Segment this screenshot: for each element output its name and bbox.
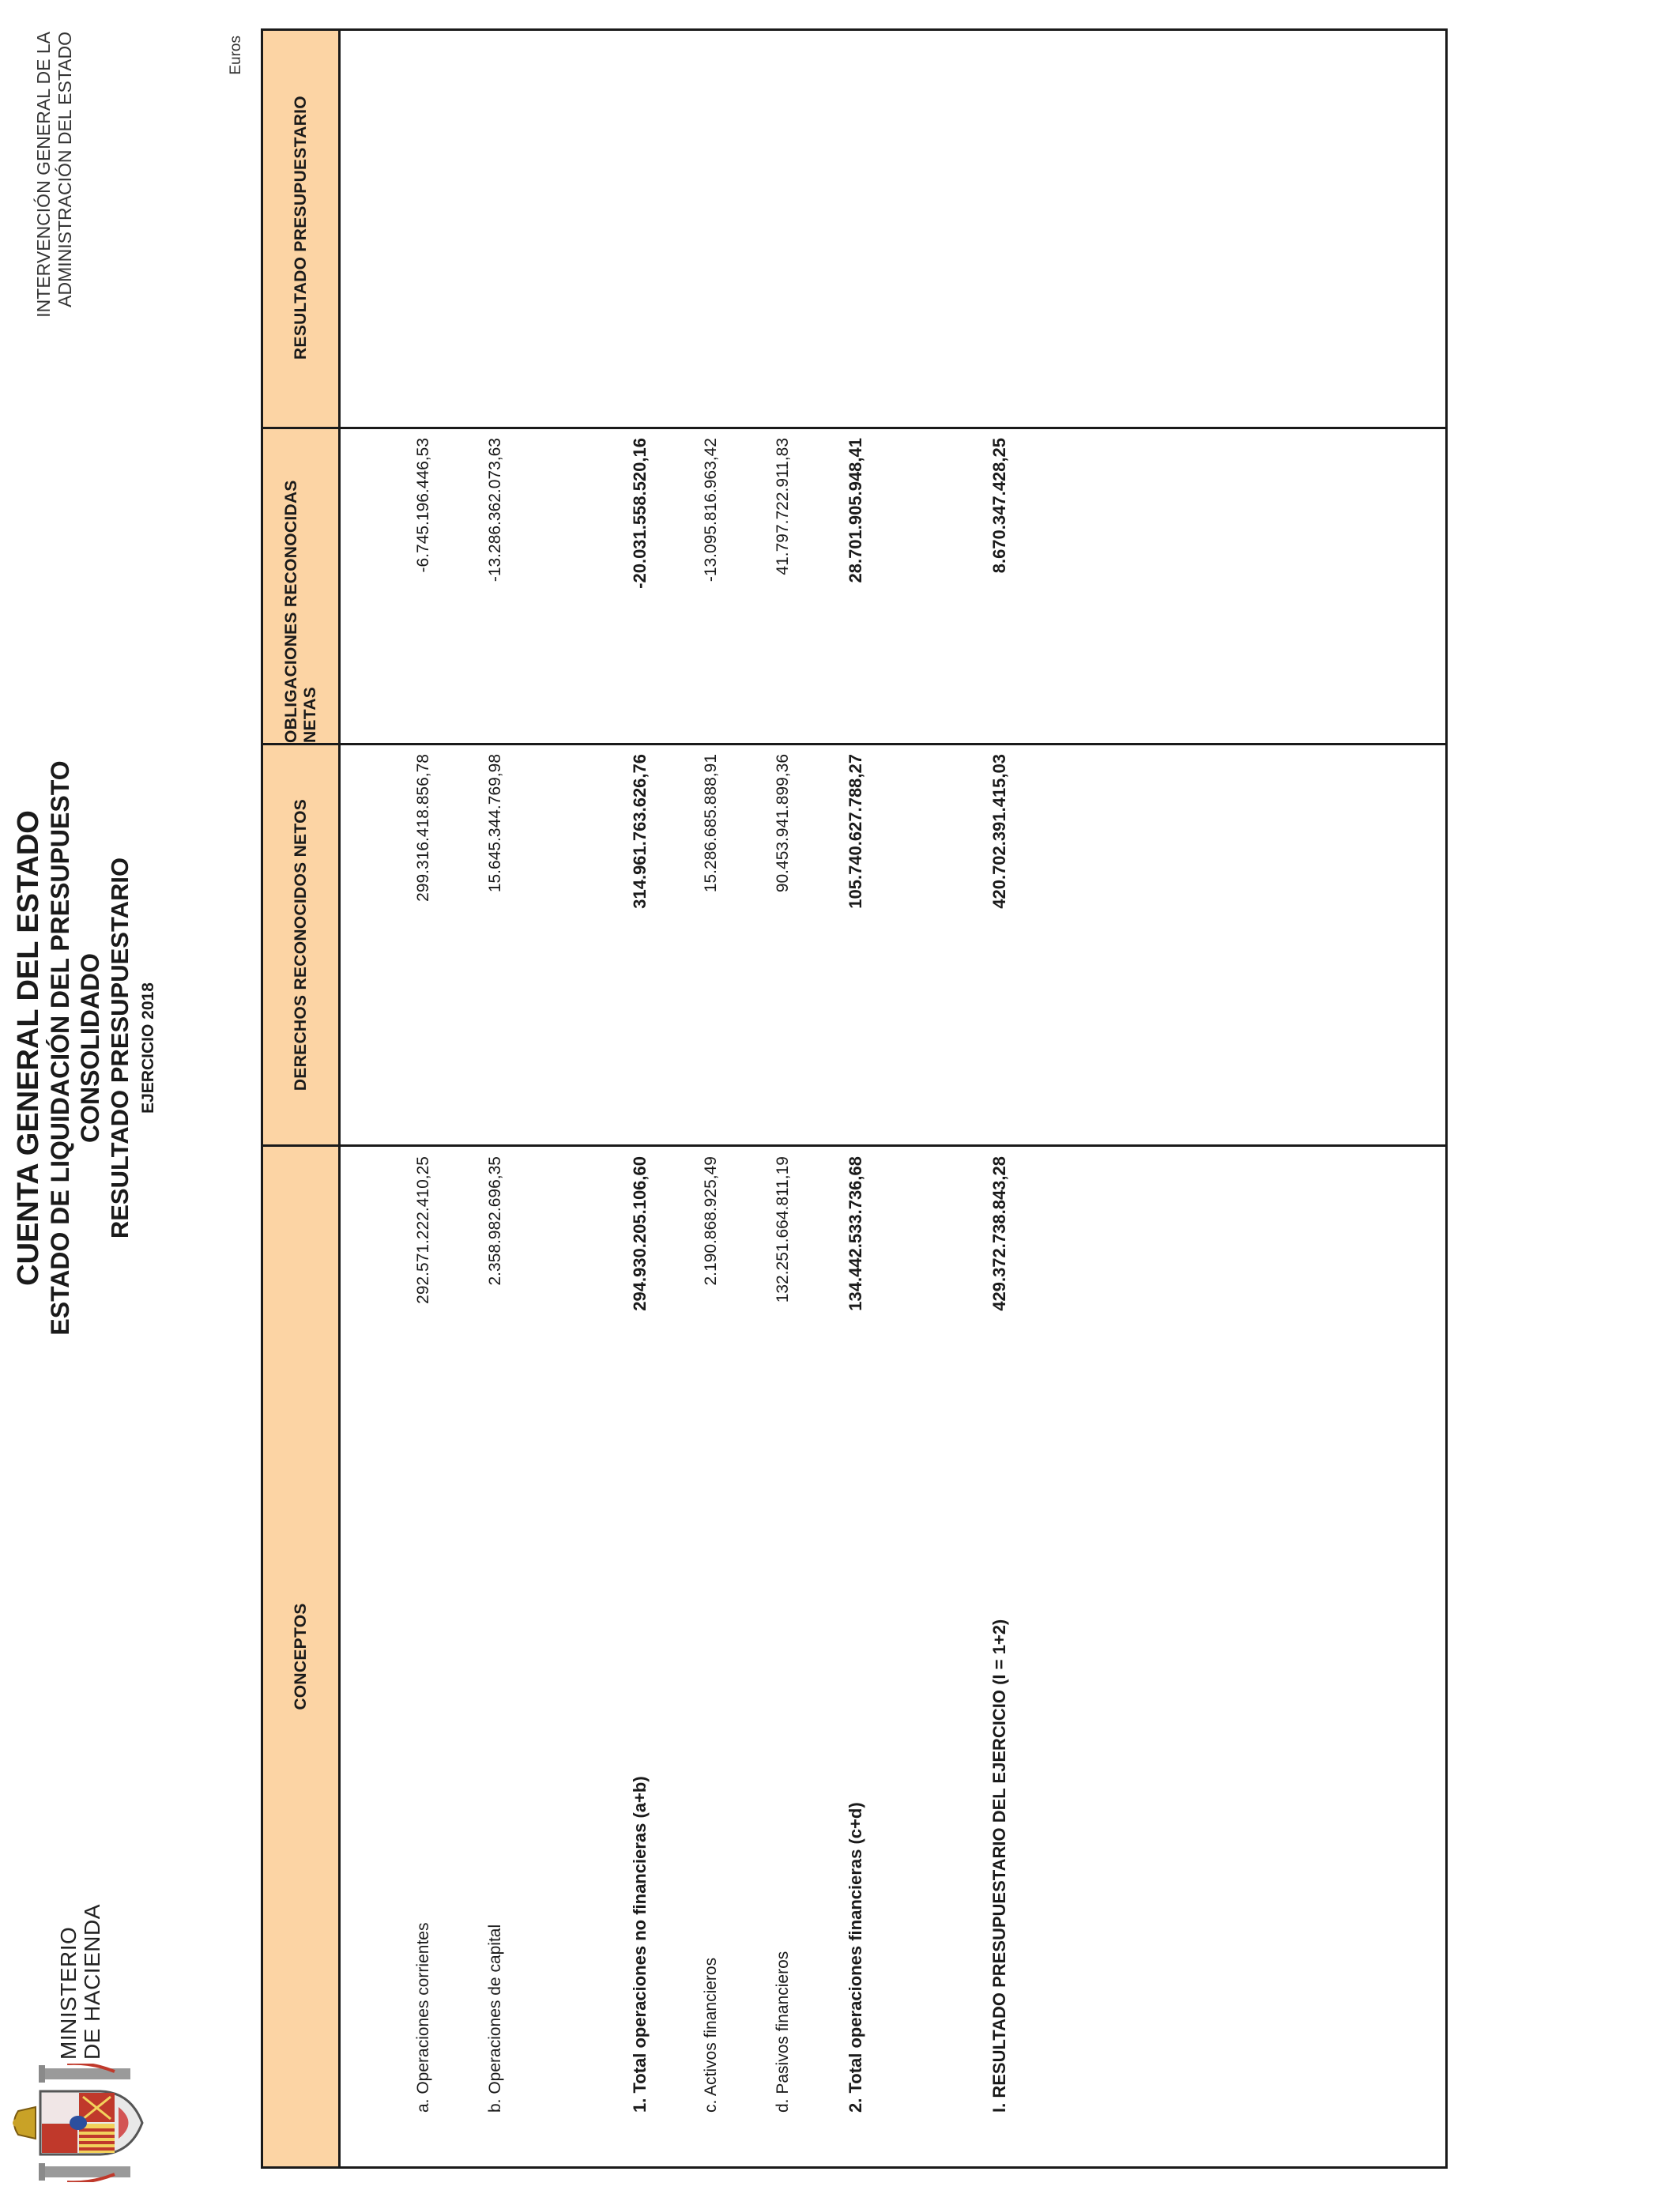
column-header-derechos: DERECHOS RECONOCIDOS NETOS bbox=[291, 798, 310, 1091]
column-header-conceptos: CONCEPTOS bbox=[291, 1603, 310, 1710]
row-resultado: -13.095.816.963,42 bbox=[702, 438, 720, 582]
igae-line1: INTERVENCIÓN GENERAL DE LA bbox=[33, 32, 54, 318]
table-row bbox=[769, 31, 800, 2166]
row-resultado: -13.286.362.073,63 bbox=[486, 438, 504, 582]
row-derechos: 2.190.868.925,49 bbox=[702, 1156, 720, 1286]
row-concept: b. Operaciones de capital bbox=[486, 1924, 504, 2113]
section-title: RESULTADO PRESUPUESTARIO bbox=[106, 857, 134, 1239]
table-row bbox=[409, 31, 441, 2166]
row-concept: I. RESULTADO PRESUPUESTARIO DEL EJERCICIO (I = 1+2) bbox=[989, 1619, 1009, 2113]
ministry-line2: DE HACIENDA bbox=[80, 1904, 104, 2060]
coat-of-arms-icon bbox=[12, 2064, 150, 2182]
row-resultado: -6.745.196.446,53 bbox=[414, 438, 432, 573]
title-block bbox=[12, 692, 160, 1404]
row-derechos: 134.442.533.736,68 bbox=[846, 1156, 865, 1311]
row-obligaciones: 15.645.344.769,98 bbox=[486, 754, 504, 893]
results-table bbox=[261, 28, 1448, 2169]
ministry-line1: MINISTERIO bbox=[56, 1926, 81, 2060]
fiscal-year: EJERCICIO 2018 bbox=[139, 982, 157, 1114]
igae-line2: ADMINISTRACIÓN DEL ESTADO bbox=[55, 32, 75, 307]
row-derechos: 132.251.664.811,19 bbox=[774, 1156, 792, 1303]
row-derechos: 429.372.738.843,28 bbox=[989, 1156, 1009, 1311]
row-obligaciones: 420.702.391.415,03 bbox=[989, 754, 1009, 909]
table-row-total bbox=[841, 31, 872, 2166]
row-obligaciones: 299.316.418.856,78 bbox=[414, 754, 432, 902]
row-concept: 2. Total operaciones financieras (c+d) bbox=[846, 1802, 865, 2113]
ministry-label bbox=[57, 1902, 104, 2060]
page-title: CUENTA GENERAL DEL ESTADO bbox=[12, 810, 45, 1286]
table-row-total bbox=[625, 31, 657, 2166]
column-header-obligaciones: OBLIGACIONES RECONOCIDAS NETAS bbox=[281, 480, 319, 743]
row-concept: 1. Total operaciones no financieras (a+b) bbox=[630, 1776, 650, 2113]
row-resultado: 41.797.722.911,83 bbox=[774, 438, 792, 575]
igae-label bbox=[33, 32, 76, 318]
row-obligaciones: 15.286.685.888,91 bbox=[702, 754, 720, 893]
row-resultado: 8.670.347.428,25 bbox=[989, 438, 1009, 574]
row-concept: c. Activos financieros bbox=[702, 1957, 720, 2113]
row-derechos: 292.571.222.410,25 bbox=[414, 1156, 432, 1304]
row-resultado: 28.701.905.948,41 bbox=[846, 438, 865, 583]
table-row bbox=[697, 31, 729, 2166]
page-subtitle: ESTADO DE LIQUIDACIÓN DEL PRESUPUESTO CONSOLIDADO bbox=[46, 760, 104, 1336]
row-obligaciones: 90.453.941.899,36 bbox=[774, 754, 792, 893]
row-concept: a. Operaciones corrientes bbox=[414, 1922, 432, 2113]
row-concept: d. Pasivos financieros bbox=[774, 1951, 792, 2113]
units-label: Euros bbox=[228, 36, 244, 75]
column-header-resultado: RESULTADO PRESUPUESTARIO bbox=[291, 96, 310, 360]
table-row bbox=[481, 31, 513, 2166]
table-row-result bbox=[985, 31, 1016, 2166]
row-obligaciones: 105.740.627.788,27 bbox=[846, 754, 865, 909]
row-derechos: 294.930.205.106,60 bbox=[630, 1156, 650, 1311]
row-derechos: 2.358.982.696,35 bbox=[486, 1156, 504, 1286]
row-resultado: -20.031.558.520,16 bbox=[630, 438, 650, 589]
row-obligaciones: 314.961.763.626,76 bbox=[630, 754, 650, 909]
